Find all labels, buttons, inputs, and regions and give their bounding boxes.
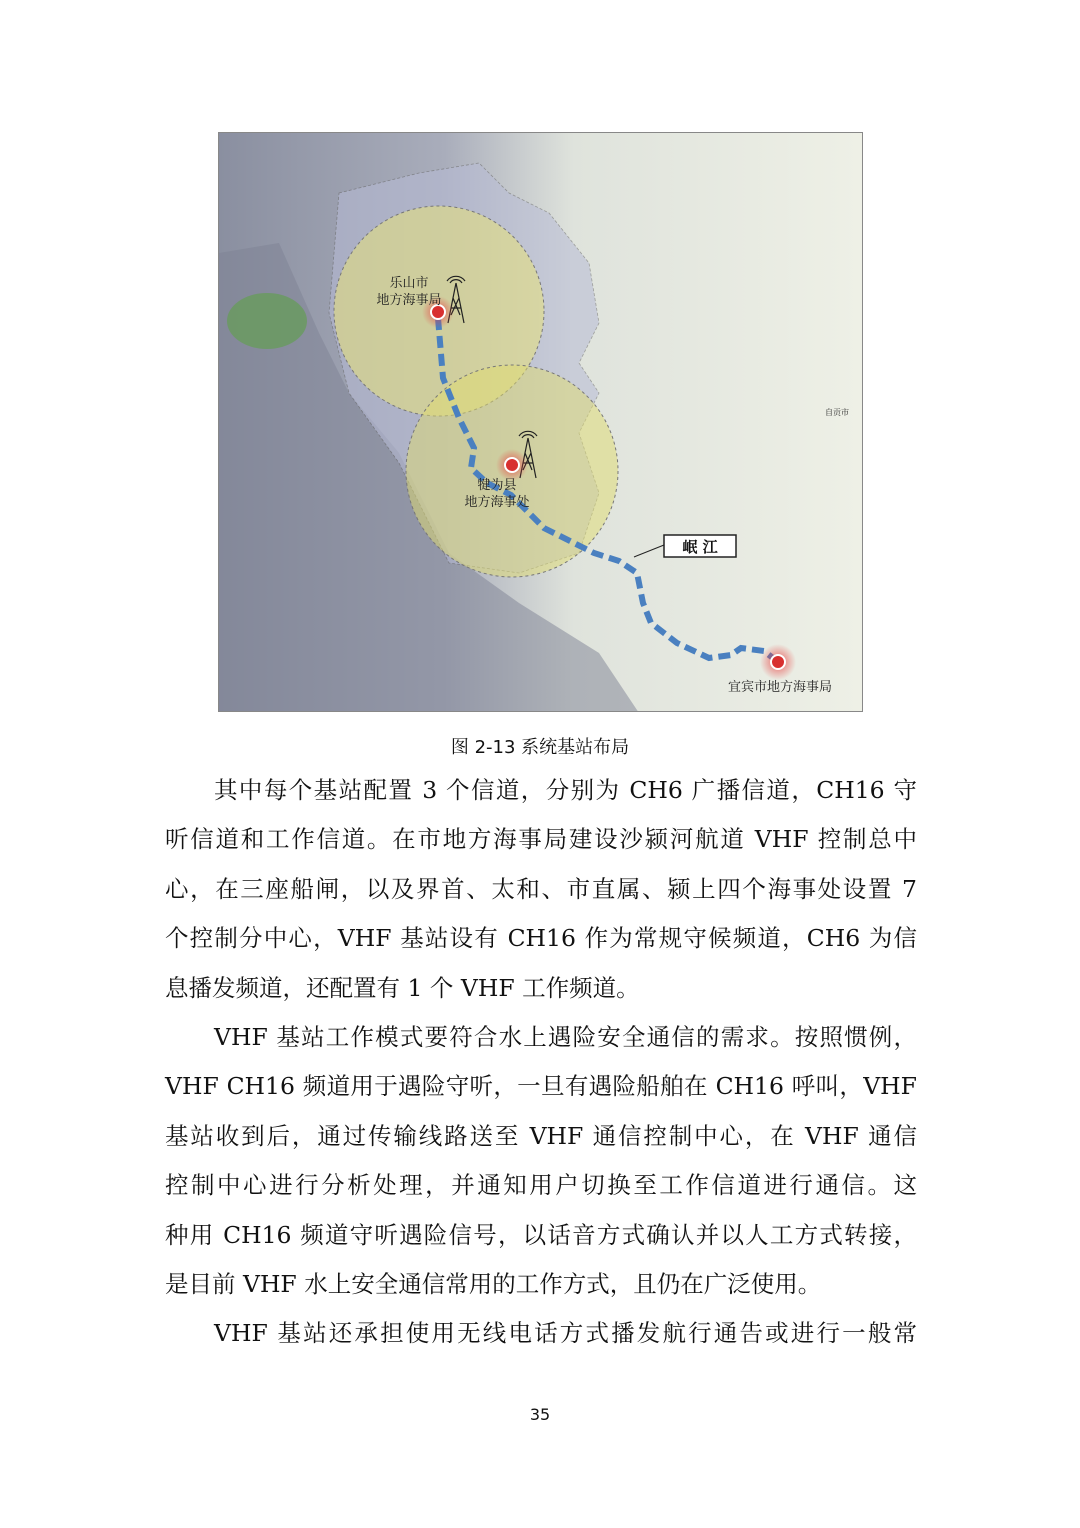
base-station-map [218,132,863,712]
paragraph-line: 种用 CH16 频道守听遇险信号，以话音方式确认并以人工方式转接， [165,1220,917,1249]
paragraph-line: 个控制分中心，VHF 基站设有 CH16 作为常规守候频道，CH6 为信 [165,924,917,953]
paragraph-line: VHF 基站还承担使用无线电话方式播发航行通告或进行一般常 [214,1319,917,1348]
paragraph-line: 息播发频道，还配置有 1 个 VHF 工作频道。 [165,973,640,1002]
green-area [227,293,307,349]
paragraph-line: 控制中心进行分析处理，并通知用户切换至工作信道进行通信。这 [165,1171,917,1200]
yibin-label: 宜宾市地方海事局 [727,680,833,695]
qianwei-label: 地方海事处 [464,495,530,510]
leshan-label: 地方海事局 [376,293,442,308]
paragraph-line: VHF CH16 频道用于遇险守听，一旦有遇险船舶在 CH16 呼叫，VHF [165,1072,917,1101]
page-number: 35 [529,1405,551,1424]
body-text [165,770,917,1363]
paragraph-line: VHF 基站工作模式要符合水上遇险安全通信的需求。按照惯例， [214,1022,917,1051]
qianwei-label: 犍为县 [477,478,517,493]
leshan-label: 乐山市 [389,276,429,291]
paragraph-line: 是目前 VHF 水上安全通信常用的工作方式，且仍在广泛使用。 [165,1269,822,1298]
paragraph-line: 其中每个基站配置 3 个信道，分别为 CH6 广播信道，CH16 守 [214,776,917,804]
figure-caption: 图 2-13 系统基站布局 [450,737,630,758]
zigong-label: 自贡市 [825,408,849,417]
paragraph-line: 心，在三座船闸，以及界首、太和、市直属、颍上四个海事处设置 7 [165,874,917,903]
qianwei-marker [505,458,519,472]
river-label: 岷 江 [682,538,718,556]
paragraph-line: 基站收到后，通过传输线路送至 VHF 通信控制中心，在 VHF 通信 [165,1121,917,1150]
yibin-marker [771,655,785,669]
paragraph-line: 听信道和工作信道。在市地方海事局建设沙颍河航道 VHF 控制总中 [165,825,917,854]
